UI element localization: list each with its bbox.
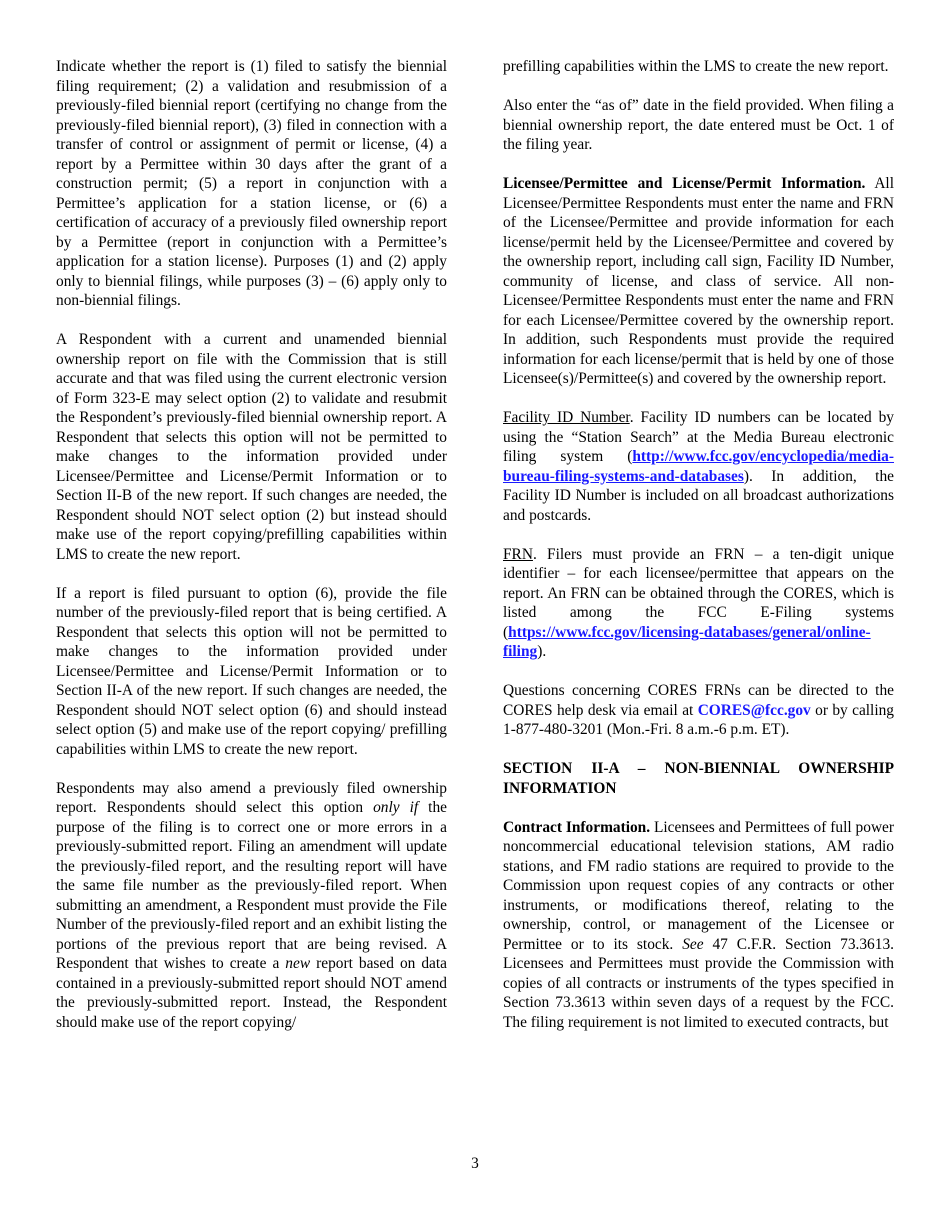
contract-info-heading: Contract Information. bbox=[503, 818, 651, 836]
option-6-paragraph: If a report is filed pursuant to option (6), provide the file number of the previously-filed report that is being certified. A Respondent that selects this option will not be permitted to make changes to the information provided under Licensee/Permittee and License/Permit Information or to Section II-A of the new report. If such changes are needed, the Respondent should NOT select option (6) and should instead select option (5) and make use of the report copying/ prefilling capabilities within LMS to create the new report. bbox=[56, 584, 447, 758]
licensee-info-heading: Licensee/Permittee and License/Permit Information. bbox=[503, 175, 866, 192]
cores-email-link[interactable]: CORES@fcc.gov bbox=[697, 701, 811, 719]
as-of-date-paragraph: Also enter the “as of” date in the field provided. When filing a biennial ownership report, the date entered must be Oct. 1 of the filing year. bbox=[503, 97, 894, 153]
amendment-paragraph: Respondents may also amend a previously filed ownership report. Respondents should select this option only if the purpose of the filing is to correct one or more errors in a previously-submitted report. Filing an amendment will update the previously-filed report, and the resulting report will have the same file number as the previously-filed report. When submitting an amendment, a Respondent must provide the File Number of the previously-filed report and an exhibit listing the portions of the previous report that are being revised. A Respondent that wishes to create a new report based on data contained in a previously-submitted report should NOT amend the previously-submitted report. Instead, the Respondent should make use of the report copying/ bbox=[56, 779, 447, 1031]
page-number: 3 bbox=[471, 1155, 479, 1172]
online-filing-link[interactable]: https://www.fcc.gov/licensing-databases/general/online-filing bbox=[503, 623, 871, 660]
facility-id-heading: Facility ID Number bbox=[503, 409, 630, 426]
validation-paragraph: A Respondent with a current and unamended biennial ownership report on file with the Commission that is still accurate and that was filed using the current electronic version of Form 323-E may select option (2) to validate and resubmit the Respondent’s previously-filed biennial ownership report. A Respondent that selects this option will not be permitted to make changes to the information provided under Licensee/Permittee and License/Permit Information or to Section II-B of the new report. If such changes are needed, the Respondent should NOT select option (2) but instead should make use of the report copying/prefilling capabilities within LMS to create the new report. bbox=[56, 331, 447, 563]
facility-id-paragraph: Facility ID Number. Facility ID numbers can be located by using the “Station Search” at the Media Bureau electronic filing system (http://www.fcc.gov/encyclopedia/media-bureau-filing-systems-and-databases). In addition, the Facility ID Number is included on all broadcast authorizations and postcards. bbox=[503, 409, 894, 524]
frn-paragraph: FRN. Filers must provide an FRN – a ten-digit unique identifier – for each licensee/permittee that appears on the report. An FRN can be obtained through the CORES, which is listed among the FCC E-Filing systems (https://www.fcc.gov/licensing-databases/general/online-filing). bbox=[503, 545, 894, 660]
section-heading: SECTION II-A – NON-BIENNIAL OWNERSHIP INFORMATION bbox=[503, 760, 894, 797]
contract-info-paragraph: Contract Information. Licensees and Permittees of full power noncommercial educational television stations, AM radio stations, and FM radio stations are required to provide to the Commission upon request copies of any contracts or other instruments, or modifications thereof, relating to the ownership, control, or management of the Licensee or Permittee or to its stock. See 47 C.F.R. Section 73.3613. Licensees and Permittees must provide the Commission with copies of all contracts or instruments of the types specified in Section 73.3613 within seven days of a request by the FCC. The filing requirement is not limited to executed contracts, but bbox=[503, 818, 895, 1031]
licensee-info-paragraph: Licensee/Permittee and License/Permit Information. All Licensee/Permittee Respondents must enter the name and FRN of the Licensee/Permittee and provide information for each license/permit held by the Licensee/Permittee and covered by the ownership report, including call sign, Facility ID Number, community of license, and class of service. All non-Licensee/Permittee Respondents must enter the name and FRN for each Licensee/Permittee covered by the ownership report. In addition, such Respondents must provide the required information for each license/permit that is held by one of those Licensee(s)/Permittee(s) and covered by the ownership report. bbox=[503, 175, 894, 387]
frn-heading: FRN bbox=[503, 545, 533, 563]
left-column bbox=[56, 57, 447, 1052]
cores-help-paragraph: Questions concerning CORES FRNs can be directed to the CORES help desk via email at CORES@fcc.gov or by calling 1-877-480-3201 (Mon.-Fri. 8 a.m.-6 p.m. ET). bbox=[503, 682, 894, 738]
prefilling-paragraph: prefilling capabilities within the LMS to create the new report. bbox=[503, 58, 889, 75]
right-column bbox=[503, 57, 894, 1052]
purpose-paragraph: Indicate whether the report is (1) filed to satisfy the biennial filing requirement; (2) a validation and resubmission of a previously-filed biennial report (certifying no change from the previously-filed biennial report), (3) filed in connection with a transfer of control or assignment of permit or license, (4) a report by a Permittee within 30 days after the grant of a construction permit; (5) a report in conjunction with a Permittee’s application for a station license, or (6) a certification of accuracy of a previously filed ownership report by a Permittee (report in conjunction with a Permittee’s application for a station license). Purposes (1) and (2) apply only to biennial filings, while purposes (3) – (6) apply only to non-biennial filings. bbox=[56, 58, 447, 309]
media-bureau-link[interactable]: http://www.fcc.gov/encyclopedia/media-bureau-filing-systems-and-databases bbox=[503, 448, 894, 485]
